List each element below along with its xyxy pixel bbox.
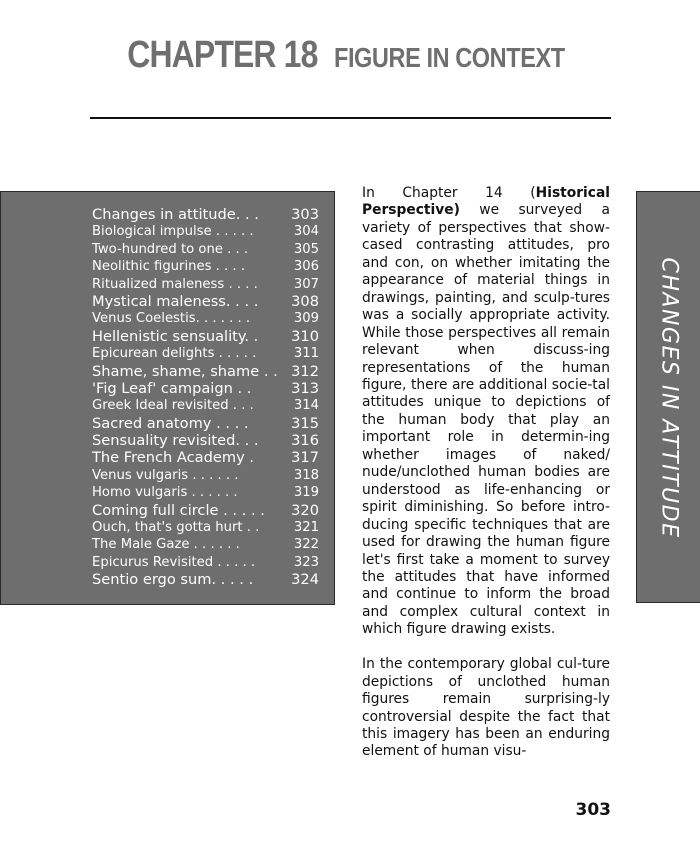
toc-entry-page: 314 xyxy=(293,398,319,414)
toc-entry-title: Two-hundred to one . . . xyxy=(92,241,249,257)
toc-entry-title: Sentio ergo sum. . . . . xyxy=(92,571,254,589)
toc-entry-title: Venus Coelestis. . . . . . . xyxy=(92,311,251,327)
toc-entry-page: 309 xyxy=(293,311,319,327)
toc-entry-title: The French Academy . xyxy=(92,449,254,467)
toc-entry-page: 312 xyxy=(291,362,319,380)
toc-entry-page: 324 xyxy=(291,571,319,589)
toc-entry-page: 310 xyxy=(291,327,319,345)
section-sidebar-label: CHANGES IN ATTITUDE xyxy=(656,257,682,539)
toc-entry xyxy=(92,293,319,310)
toc-entry xyxy=(92,345,319,362)
toc-entry-title: Venus vulgaris . . . . . . xyxy=(92,467,239,483)
toc-entry xyxy=(92,310,319,327)
section-sidebar-tab xyxy=(636,191,700,603)
toc-entry-page: 318 xyxy=(293,467,319,483)
page-number: 303 xyxy=(575,800,611,820)
toc-entry xyxy=(92,380,319,397)
toc-entry xyxy=(92,432,319,449)
toc-entry-page: 308 xyxy=(291,292,319,310)
toc-entry-title: The Male Gaze . . . . . . xyxy=(92,537,240,553)
toc-entry-title: Sacred anatomy . . . . xyxy=(92,414,249,432)
toc-entry-title: Biological impulse . . . . . xyxy=(92,224,254,240)
chapter-reference: Historical Perspective) xyxy=(362,185,610,219)
toc-entry-page: 323 xyxy=(293,554,319,570)
toc-entry xyxy=(92,536,319,553)
toc-entry-title: Homo vulgaris . . . . . . xyxy=(92,485,238,501)
toc-entry-title: Greek Ideal revisited . . . xyxy=(92,398,254,414)
toc-entry xyxy=(92,206,319,223)
toc-entry-title: Ouch, that's gotta hurt . . xyxy=(92,520,260,536)
toc-entry-title: Sensuality revisited. . . xyxy=(92,432,259,450)
toc-entry-title: 'Fig Leaf' campaign . . xyxy=(92,379,252,397)
toc-entry-title: Changes in attitude. . . xyxy=(92,206,259,223)
toc-entry-title: Epicurean delights . . . . . xyxy=(92,346,257,362)
toc-entry-page: 315 xyxy=(291,414,319,432)
toc-entry-page: 317 xyxy=(291,449,319,467)
chapter-header xyxy=(0,34,700,77)
toc-entry xyxy=(92,241,319,258)
toc-entry-page: 305 xyxy=(293,241,319,257)
toc-entry xyxy=(92,502,319,519)
toc-entry-page: 316 xyxy=(291,432,319,450)
toc-entry xyxy=(92,415,319,432)
toc-entry xyxy=(92,223,319,240)
toc-entry xyxy=(92,449,319,466)
toc-entry xyxy=(92,328,319,345)
toc-entry-title: Hellenistic sensuality. . xyxy=(92,327,259,345)
chapter-title: FIGURE IN CONTEXT xyxy=(333,42,565,73)
toc-entry-page: 311 xyxy=(293,346,319,362)
body-paragraph-2: In the contemporary global cul-ture depictions of unclothed human figures remain surprising-ly controversial despite the fact that this imagery has been an enduring element of human visu- xyxy=(362,656,610,760)
toc-entry xyxy=(92,363,319,380)
body-paragraph-1: In Chapter 14 (Historical Perspective) we surveyed a variety of perspectives that show-cased contrasting attitudes, pro and con, on whether imitating the appearance of material things in drawings, painting, and sculp-tures was a socially appropriate activity. While those perspectives all remain relevant when discuss-ing representations of the human figure, there are additional socie-tal attitudes unique to depictions of the human body that play an important role in determin-ing whether images of naked/ nude/unclothed human bodies are understood as life-enhancing or spirit diminishing. So before intro-ducing specific techniques that are used for drawing the human figure let's first take a moment to survey the attitudes that have informed and continue to inform the broad and complex cultural context in which figure drawing exists. xyxy=(362,185,610,638)
toc-entry xyxy=(92,276,319,293)
toc-entry-title: Neolithic figurines . . . . xyxy=(92,259,246,275)
toc-entry-title: Shame, shame, shame . . xyxy=(92,362,278,380)
toc-entry-page: 321 xyxy=(293,520,319,536)
toc-entry-page: 319 xyxy=(293,485,319,501)
chapter-number: CHAPTER 18 xyxy=(127,34,318,76)
toc-entry xyxy=(92,397,319,414)
toc-entry-title: Ritualized maleness . . . . xyxy=(92,276,258,292)
body-text xyxy=(362,185,610,778)
toc-entry-title: Epicurus Revisited . . . . . xyxy=(92,554,256,570)
toc-entry-page: 320 xyxy=(291,501,319,519)
toc-entry xyxy=(92,484,319,501)
toc-entry xyxy=(92,571,319,588)
toc-entry xyxy=(92,467,319,484)
toc-entry-page: 313 xyxy=(291,379,319,397)
toc-entry-page: 304 xyxy=(293,224,319,240)
toc-entry-title: Mystical maleness. . . . xyxy=(92,292,259,310)
toc-entry-page: 307 xyxy=(293,276,319,292)
toc-entry xyxy=(92,519,319,536)
chapter-contents-box xyxy=(0,191,335,605)
toc-entry-page: 303 xyxy=(291,206,319,223)
toc-entry-page: 322 xyxy=(293,537,319,553)
toc-entry xyxy=(92,258,319,275)
toc-entry-page: 306 xyxy=(293,259,319,275)
header-rule xyxy=(90,117,611,119)
toc-entry xyxy=(92,554,319,571)
toc-entry-title: Coming full circle . . . . . xyxy=(92,501,265,519)
